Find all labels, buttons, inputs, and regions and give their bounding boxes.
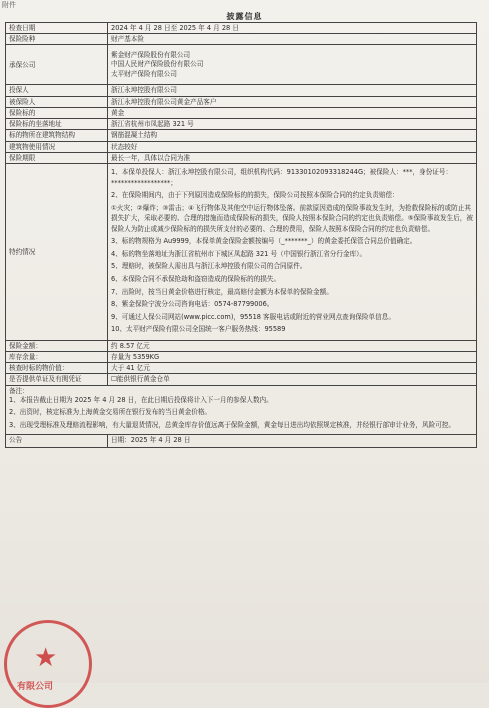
row-value: 大于 41 亿元 bbox=[108, 363, 477, 374]
row-value: 约 8.57 亿元 bbox=[108, 340, 477, 351]
notes-cell bbox=[6, 385, 477, 434]
row-value: 浙江永坤控股有限公司 bbox=[108, 85, 477, 96]
row-label: 保险标的坐落地址 bbox=[6, 119, 108, 130]
notes-row bbox=[6, 385, 477, 434]
note-item: 2、出资时，核定标准为上海黄金交易所在银行发布的当日黄金价格。 bbox=[9, 408, 212, 417]
table-row bbox=[6, 152, 477, 163]
row-label: 库存余量： bbox=[6, 352, 108, 363]
company-seal bbox=[4, 620, 92, 708]
table-row bbox=[6, 374, 477, 385]
special-clause: 8、紫金保险宁波分公司咨询电话：0574-87799006。 bbox=[111, 300, 274, 309]
table-row bbox=[6, 119, 477, 130]
table-row bbox=[6, 340, 477, 351]
date-row bbox=[6, 434, 477, 447]
special-clause: 1、本保单投保人：浙江永坤控股有限公司，组织机构代码：91330102093318244G；被保险人：***，身份证号：******************； bbox=[111, 168, 453, 187]
row-label: 公告 bbox=[6, 434, 108, 447]
row-label: 核查时标的物价值： bbox=[6, 363, 108, 374]
row-value: 2024 年 4 月 28 日至 2025 年 4 月 28 日 bbox=[108, 23, 477, 34]
row-value: 财产基本险 bbox=[108, 34, 477, 45]
note-item: 1、本报告截止日期为 2025 年 4 月 28 日，在此日期后投保将计入下一月的参保人数内。 bbox=[9, 395, 273, 404]
row-value bbox=[108, 45, 477, 85]
table-row bbox=[6, 363, 477, 374]
row-label: 被保险人 bbox=[6, 96, 108, 107]
table-row bbox=[6, 23, 477, 34]
table-row bbox=[6, 141, 477, 152]
row-label: 标的物所在建筑物结构 bbox=[6, 130, 108, 141]
seal-star-icon: ★ bbox=[34, 643, 58, 673]
special-clause: 6、本保险合同不承保抢劫和盗窃造成的保险标的的损失。 bbox=[111, 275, 281, 284]
insurer-name: 太平财产保险有限公司 bbox=[111, 69, 177, 78]
table-row bbox=[6, 352, 477, 363]
row-label: 保险期限 bbox=[6, 152, 108, 163]
special-clause: 5、理赔时，被保险人需出具与浙江永坤控股有限公司的合同原件。 bbox=[111, 262, 307, 271]
row-value: 最长一年，具体以合同为准 bbox=[108, 152, 477, 163]
row-label: 检查日期 bbox=[6, 23, 108, 34]
disclosure-table bbox=[5, 22, 477, 448]
row-label: 保险险种 bbox=[6, 34, 108, 45]
special-clause: 9、可通过人保公司网站(www.picc.com)，95518 客服电话或附近的营业网点查询保险单信息。 bbox=[111, 312, 395, 321]
special-clause: 7、出险时，按当日黄金价格进行核定，最高赔付金额为本保单的保险金额。 bbox=[111, 287, 333, 296]
special-clause: 10、太平财产保险有限公司全国统一客户服务热线：95589 bbox=[111, 325, 286, 334]
insurer-name: 紫金财产保险股份有限公司 bbox=[111, 50, 191, 59]
special-clause: 2、在保险期间内，由于下列原因造成保险标的的损失，保险公司按照本保险合同的约定负责赔偿： bbox=[111, 191, 399, 200]
row-label: 保险标的 bbox=[6, 107, 108, 118]
table-row bbox=[6, 34, 477, 45]
row-value: 浙江省杭州市凤起路 321 号 bbox=[108, 119, 477, 130]
row-value: 状态较好 bbox=[108, 141, 477, 152]
special-clause: ①火灾；②爆炸；③雷击；④飞行物体及其他空中运行物体坠落。前款原因造成的保险事故发生时，为抢救保险标的或防止其损失扩大，采取必要的、合理的措施而造成保险标的损失，保险人按照本保险合同的约定也负责赔偿。⑤保险事故发生后，被保险人为防止或减少保险标的的损失所支付的必要的、合理的费用，保险人按照本保险合同的约定也负责赔偿。 bbox=[111, 203, 473, 233]
row-label: 保险金额： bbox=[6, 340, 108, 351]
row-value: 黄金 bbox=[108, 107, 477, 118]
table-row bbox=[6, 130, 477, 141]
table-row bbox=[6, 107, 477, 118]
page-title: 披露信息 bbox=[226, 12, 263, 21]
row-value: 钢筋混凝土结构 bbox=[108, 130, 477, 141]
table-row bbox=[6, 45, 477, 85]
special-clause: 3、标的物规格为 Au9999，本保单黄金保险金额按编号（_*******_）的黄金委托保管合同总价值确定。 bbox=[111, 237, 417, 246]
note-item: 3、出现受理标准及理赔流程影响，有大量退货情况，总黄金库存价值远离于保险金额，黄金每日进出均依照规定核准，并经银行部审计业务，风险可控。 bbox=[9, 421, 455, 430]
table-row bbox=[6, 96, 477, 107]
row-label: 特约情况 bbox=[6, 164, 108, 341]
special-clause: 4、标的物坐落地址为浙江省杭州市下城区凤起路 321 号（中国银行浙江省分行金库）。 bbox=[111, 249, 367, 258]
row-label: 投保人 bbox=[6, 85, 108, 96]
insurer-name: 中国人民财产保险股份有限公司 bbox=[111, 60, 204, 69]
row-value: ☐能供银行黄金仓单 bbox=[108, 374, 477, 385]
row-label: 承保公司 bbox=[6, 45, 108, 85]
seal-text: 有限公司 bbox=[17, 682, 54, 692]
row-value: 存量为 5359KG bbox=[108, 352, 477, 363]
row-value: 浙江永坤控股有限公司黄金产品客户 bbox=[108, 96, 477, 107]
row-value: 日期：2025 年 4 月 28 日 bbox=[108, 434, 477, 447]
row-label: 是否提供单证及有関凭证 bbox=[6, 374, 108, 385]
row-label: 建筑物使用情况 bbox=[6, 141, 108, 152]
table-row bbox=[6, 85, 477, 96]
special-terms-row bbox=[6, 164, 477, 341]
notes-heading: 备注： bbox=[9, 386, 29, 395]
attachment-note: 附件 bbox=[2, 1, 16, 9]
row-value bbox=[108, 164, 477, 341]
